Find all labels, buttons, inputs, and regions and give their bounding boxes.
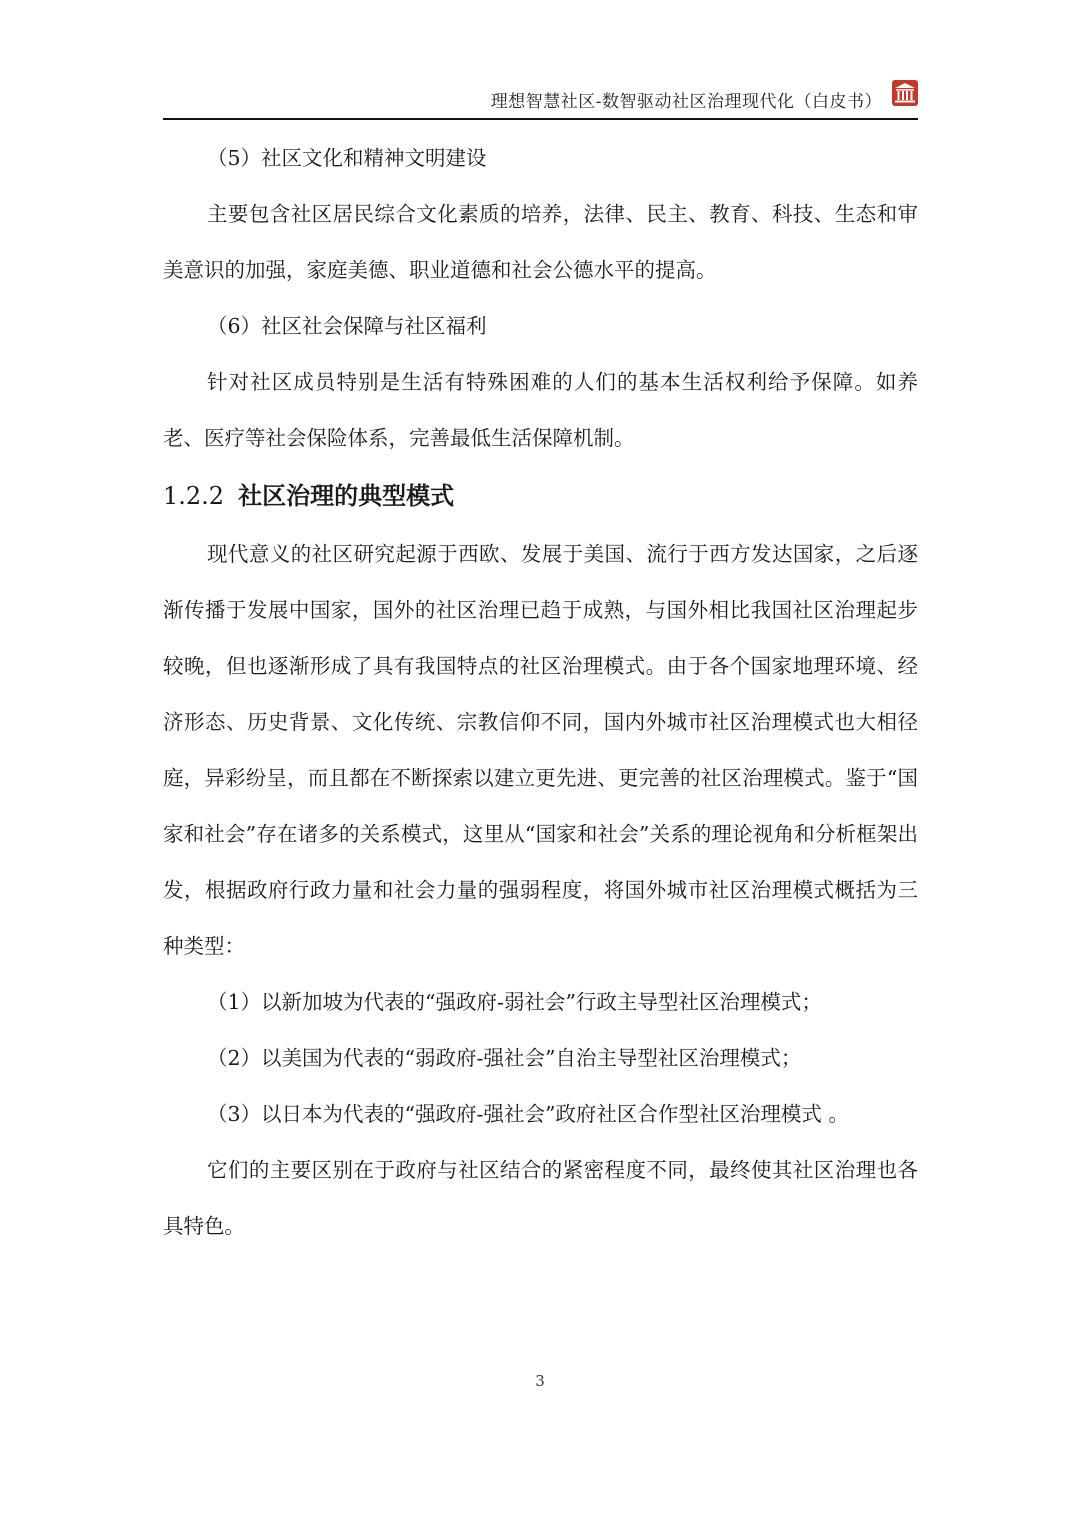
section-paragraph: 现代意义的社区研究起源于西欧、发展于美国、流行于西方发达国家，之后逐渐传播于发展中国家，国外的社区治理已趋于成熟，与国外相比我国社区治理起步较晚，但也逐渐形成了具有我国特点的社区治理模式。由于各个国家地理环境、经济形态、历史背景、文化传统、宗教信仰不同，国内外城市社区治理模式也大相径庭，异彩纷呈，而且都在不断探索以建立更先进、更完善的社区治理模式。鉴于“国家和社会”存在诸多的关系模式，这里从“国家和社会”关系的理论视角和分析框架出发，根据政府行政力量和社会力量的强弱程度，将国外城市社区治理模式概括为三种类型：	[163, 542, 918, 958]
conclusion-paragraph: 它们的主要区别在于政府与社区结合的紧密程度不同，最终使其社区治理也各具特色。	[163, 1158, 918, 1238]
item-5-title: （5）社区文化和精神文明建设	[207, 146, 487, 170]
building-logo-icon	[892, 80, 918, 106]
page-body	[163, 130, 918, 1254]
section-heading	[163, 466, 918, 526]
header-divider	[163, 118, 918, 120]
item-6-body: 针对社区成员特别是生活有特殊困难的人们的基本生活权利给予保障。如养老、医疗等社会保险体系，完善最低生活保障机制。	[163, 370, 918, 450]
mode-1: （1）以新加坡为代表的“强政府-弱社会”行政主导型社区治理模式；	[207, 990, 822, 1014]
mode-3: （3）以日本为代表的“强政府-强社会”政府社区合作型社区治理模式 。	[207, 1102, 849, 1126]
page-number: 3	[535, 1372, 545, 1390]
section-number: 1.2.2	[163, 482, 225, 510]
page-header	[163, 74, 918, 120]
section-title: 社区治理的典型模式	[238, 481, 455, 510]
item-5-body: 主要包含社区居民综合文化素质的培养，法律、民主、教育、科技、生态和审美意识的加强，家庭美德、职业道德和社会公德水平的提高。	[163, 202, 918, 282]
mode-2: （2）以美国为代表的“弱政府-强社会”自治主导型社区治理模式；	[207, 1046, 802, 1070]
header-title: 理想智慧社区-数智驱动社区治理现代化（白皮书）	[490, 92, 882, 112]
item-6-title: （6）社区社会保障与社区福利	[207, 314, 487, 338]
